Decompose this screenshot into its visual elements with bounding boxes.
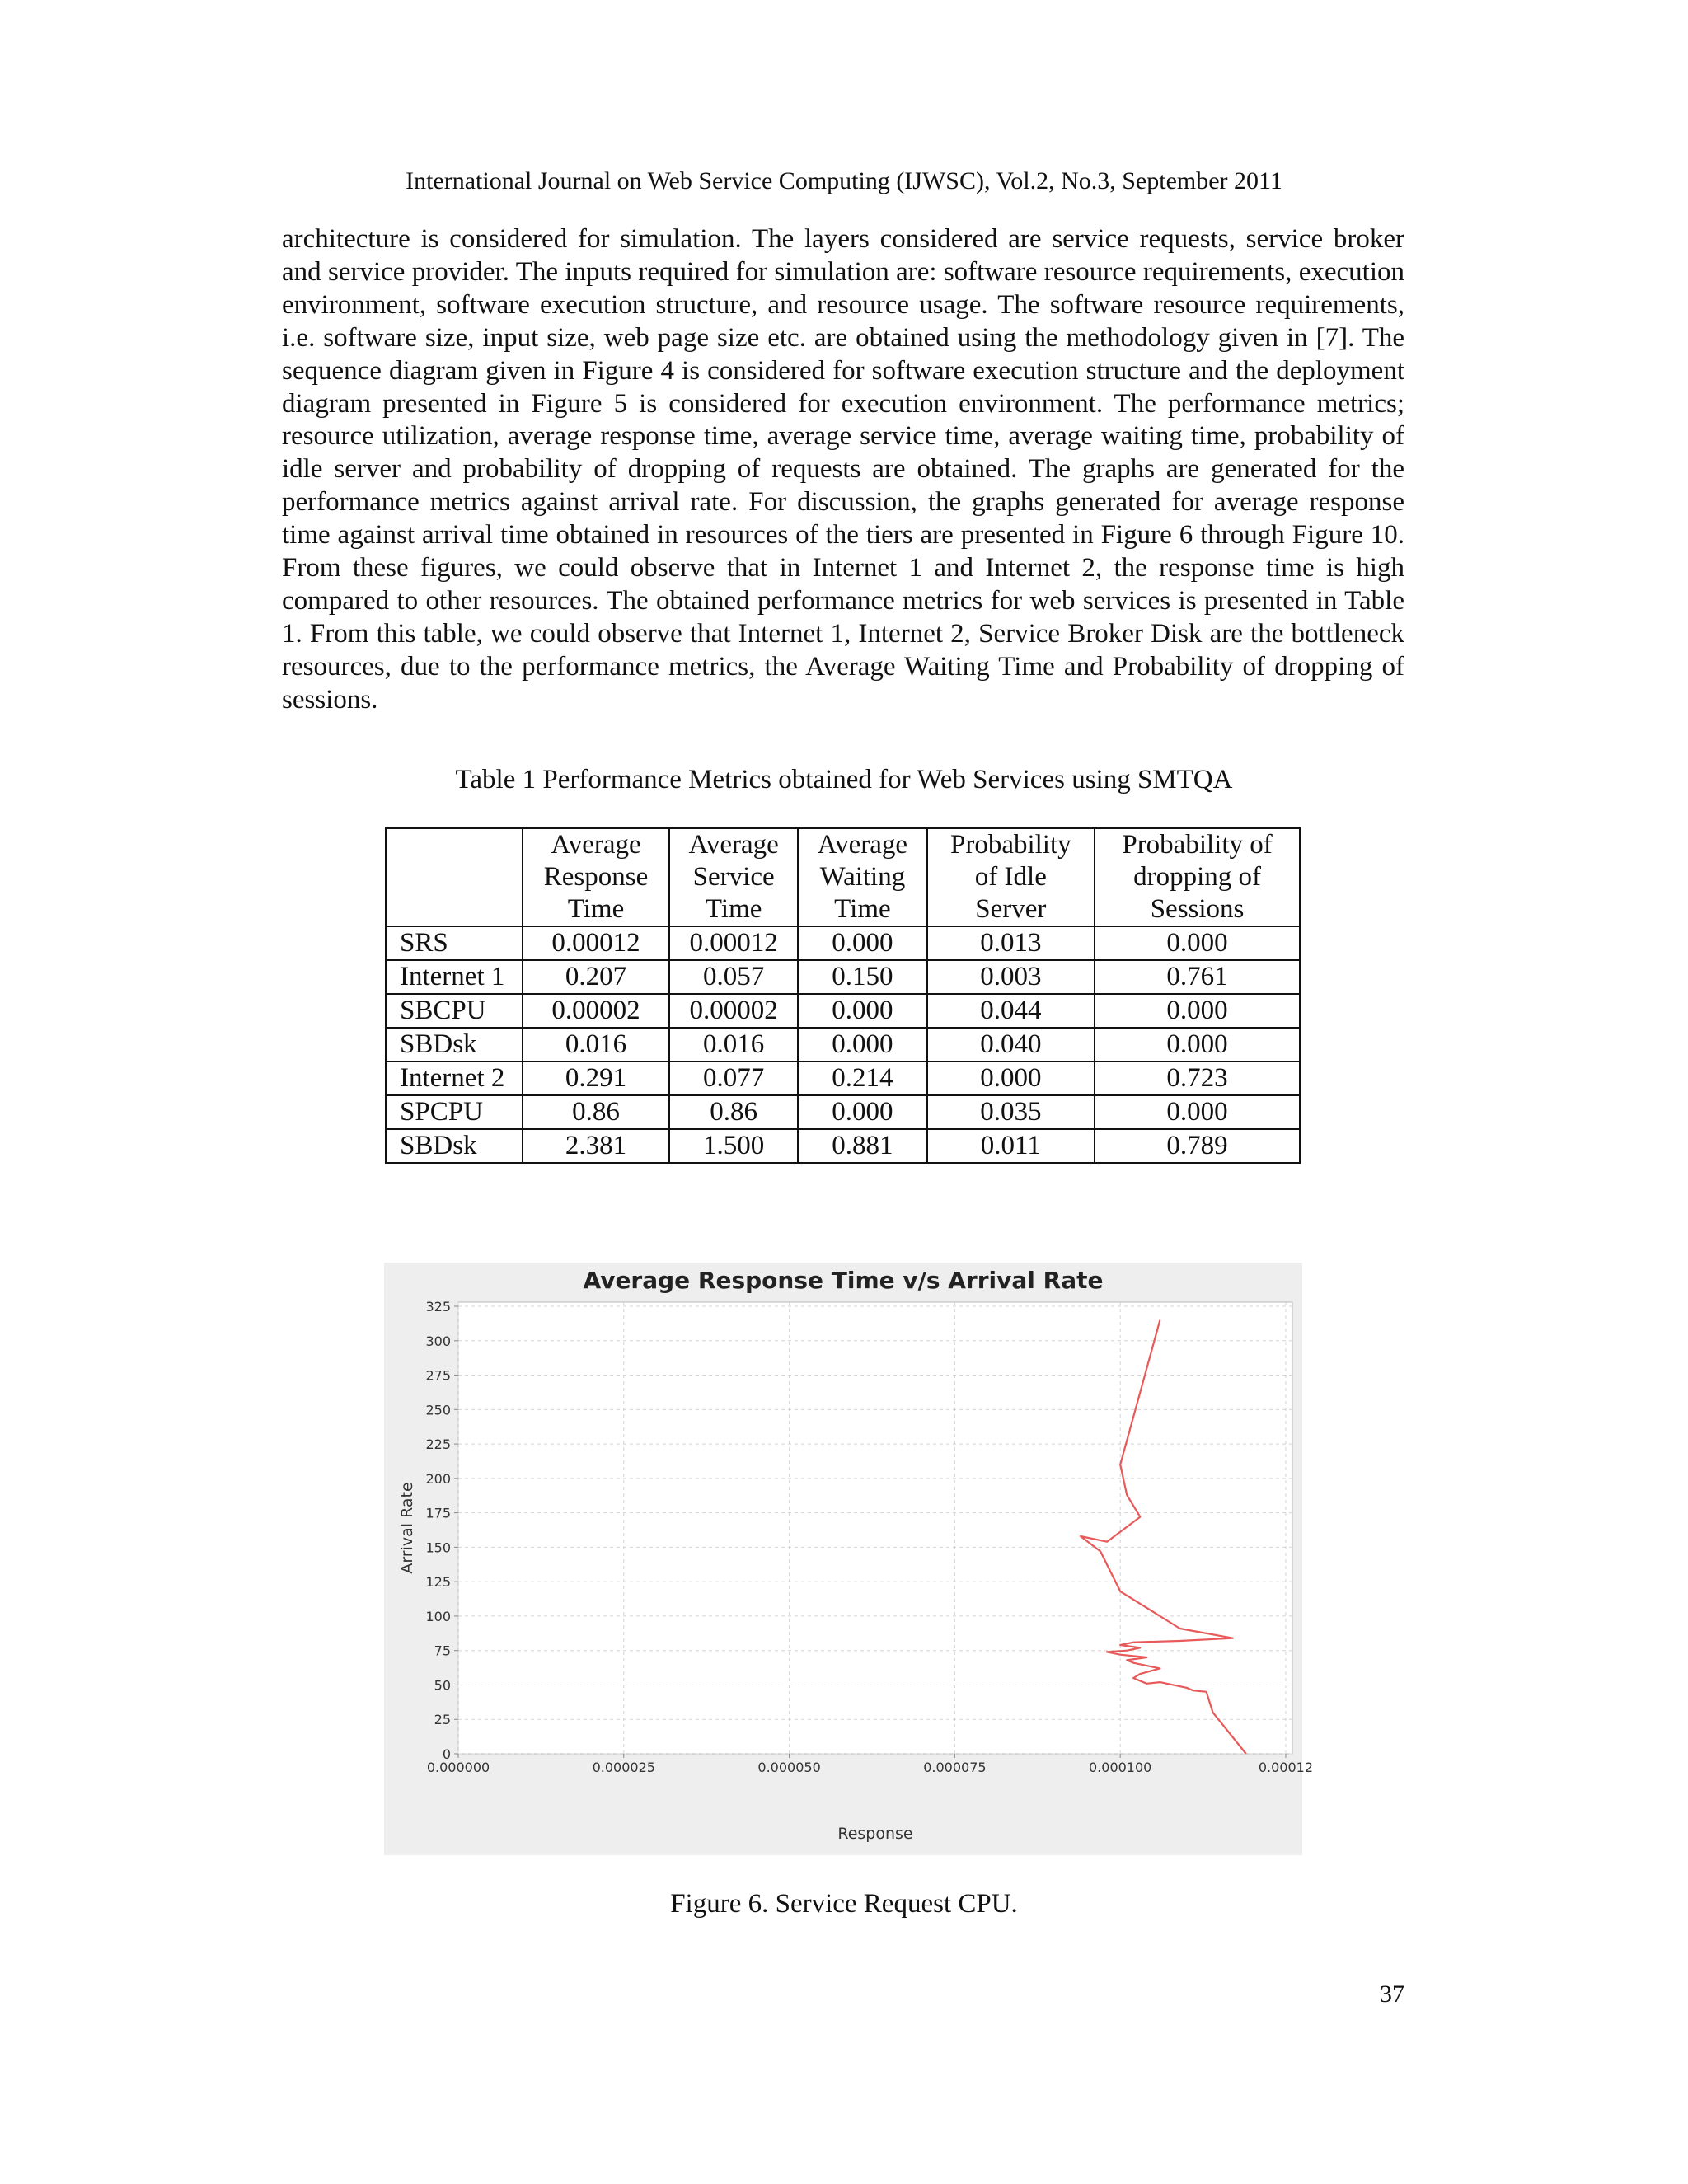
- table-header-empty: [386, 828, 523, 926]
- table-header-prob-idle-server: [927, 828, 1095, 926]
- table-cell: 0.000: [798, 1095, 926, 1129]
- x-tick-label: 0.000075: [923, 1760, 987, 1775]
- table-row: [386, 1129, 1300, 1163]
- body-paragraph: architecture is considered for simulation. The layers considered are service requests, service broker and service provider. The inputs required for simulation are: software resource requirements, execution environment, software execution structure, and resource usage. The software resource requirements, i.e. software size, input size, web page size etc. are obtained using the methodology given in [7]. The sequence diagram given in Figure 4 is considered for software execution structure and the deployment diagram presented in Figure 5 is considered for execution environment. The performance metrics; resource utilization, average response time, average service time, average waiting time, probability of idle server and probability of dropping of requests are obtained. The graphs are generated for the performance metrics against arrival rate. For discussion, the graphs generated for average response time against arrival time obtained in resources of the tiers are presented in Figure 6 through Figure 10. From these figures, we could observe that in Internet 1 and Internet 2, the response time is high compared to other resources. The obtained performance metrics for web services is presented in Table 1. From this table, we could observe that Internet 1, Internet 2, Service Broker Disk are the bottleneck resources, due to the performance metrics, the Average Waiting Time and Probability of dropping of sessions.: [282, 224, 1404, 715]
- header-line: Waiting: [819, 862, 906, 892]
- table-cell: SBDsk: [386, 1129, 523, 1163]
- table-cell: 0.013: [927, 926, 1095, 960]
- table-header-avg-service-time: [669, 828, 798, 926]
- table-cell: 0.000: [1095, 1028, 1300, 1062]
- y-tick-label: 0: [442, 1746, 451, 1762]
- table-cell: 0.00012: [523, 926, 669, 960]
- chart-svg: [384, 1263, 1314, 1855]
- running-header: International Journal on Web Service Computing (IJWSC), Vol.2, No.3, September 2011: [406, 167, 1282, 194]
- table-cell: 0.000: [1095, 994, 1300, 1028]
- table-cell: 0.000: [798, 994, 926, 1028]
- x-tick-label: 0.000025: [592, 1760, 655, 1775]
- header-line: dropping of: [1133, 862, 1261, 892]
- header-line: Sessions: [1150, 894, 1245, 924]
- chart-title: Average Response Time v/s Arrival Rate: [583, 1267, 1104, 1294]
- table-cell: 0.291: [523, 1062, 669, 1095]
- table-cell: 0.057: [669, 960, 798, 994]
- table-cell: 0.000: [798, 1028, 926, 1062]
- header-line: Average: [688, 830, 779, 860]
- table-cell: 0.86: [669, 1095, 798, 1129]
- table-cell: 0.150: [798, 960, 926, 994]
- figure-caption: Figure 6. Service Request CPU.: [670, 1889, 1018, 1919]
- table-cell: 0.000: [927, 1062, 1095, 1095]
- table-cell: 0.000: [1095, 1095, 1300, 1129]
- y-tick-label: 150: [425, 1540, 451, 1556]
- table-header-avg-waiting-time: [798, 828, 926, 926]
- y-tick-label: 225: [425, 1436, 451, 1453]
- table-cell: 0.044: [927, 994, 1095, 1028]
- table-cell: 0.207: [523, 960, 669, 994]
- table-header-avg-response-time: [523, 828, 669, 926]
- table-cell: 0.077: [669, 1062, 798, 1095]
- table-cell: 0.881: [798, 1129, 926, 1163]
- y-tick-label: 100: [425, 1608, 451, 1624]
- table-cell: 0.016: [523, 1028, 669, 1062]
- table-cell: 0.86: [523, 1095, 669, 1129]
- y-tick-label: 25: [434, 1712, 451, 1728]
- table-cell: 0.214: [798, 1062, 926, 1095]
- y-tick-label: 250: [425, 1402, 451, 1418]
- table-cell: SBDsk: [386, 1028, 523, 1062]
- page-number: 37: [1380, 1980, 1404, 2008]
- y-tick-label: 125: [425, 1574, 451, 1591]
- header-line: Average: [551, 830, 641, 860]
- table-cell: Internet 1: [386, 960, 523, 994]
- table-cell: Internet 2: [386, 1062, 523, 1095]
- header-line: Probability of: [1122, 830, 1273, 860]
- table-cell: 0.011: [927, 1129, 1095, 1163]
- table-cell: 1.500: [669, 1129, 798, 1163]
- table-header-prob-dropping: [1095, 828, 1300, 926]
- header-line: Average: [817, 830, 908, 860]
- header-line: Server: [975, 894, 1047, 924]
- header-line: of Idle: [974, 862, 1047, 892]
- y-tick-label: 175: [425, 1505, 451, 1521]
- table-cell: SRS: [386, 926, 523, 960]
- table-row: [386, 994, 1300, 1028]
- table-caption: Table 1 Performance Metrics obtained for Web Services using SMTQA: [455, 765, 1233, 794]
- performance-metrics-table: [385, 827, 1301, 1164]
- x-tick-label: 0.000050: [757, 1760, 821, 1775]
- table-row: [386, 926, 1300, 960]
- table-row: [386, 1095, 1300, 1129]
- header-line: Time: [834, 894, 891, 924]
- table-cell: 0.00002: [669, 994, 798, 1028]
- table-cell: 0.016: [669, 1028, 798, 1062]
- table-cell: 0.00002: [523, 994, 669, 1028]
- table-cell: 0.761: [1095, 960, 1300, 994]
- x-tick-label: 0.000100: [1089, 1760, 1152, 1775]
- y-tick-label: 200: [425, 1470, 451, 1487]
- table-cell: 0.003: [927, 960, 1095, 994]
- table-row: [386, 960, 1300, 994]
- table-row: [386, 1028, 1300, 1062]
- table-cell: 0.000: [798, 926, 926, 960]
- table-cell: 0.789: [1095, 1129, 1300, 1163]
- header-line: Time: [705, 894, 762, 924]
- table-cell: 2.381: [523, 1129, 669, 1163]
- header-line: Time: [567, 894, 625, 924]
- table-row: [386, 1062, 1300, 1095]
- plot-area: [458, 1302, 1292, 1754]
- x-tick-label: 0.00012: [1258, 1760, 1314, 1775]
- table-cell: 0.000: [1095, 926, 1300, 960]
- y-axis-label: Arrival Rate: [398, 1482, 416, 1574]
- table-header-row: [386, 828, 1300, 926]
- y-tick-label: 275: [425, 1367, 451, 1384]
- header-line: Probability: [950, 830, 1071, 860]
- x-axis-label: Response: [837, 1825, 913, 1843]
- table-cell: 0.723: [1095, 1062, 1300, 1095]
- table-cell: 0.00012: [669, 926, 798, 960]
- table-cell: SBCPU: [386, 994, 523, 1028]
- table-cell: SPCPU: [386, 1095, 523, 1129]
- y-tick-label: 300: [425, 1333, 451, 1349]
- y-tick-label: 325: [425, 1299, 451, 1315]
- y-tick-label: 75: [434, 1643, 451, 1659]
- header-line: Response: [543, 862, 649, 892]
- x-tick-label: 0.000000: [426, 1760, 490, 1775]
- table-cell: 0.035: [927, 1095, 1095, 1129]
- y-tick-label: 50: [434, 1677, 451, 1694]
- table-cell: 0.040: [927, 1028, 1095, 1062]
- header-line: Service: [692, 862, 775, 892]
- response-time-chart: [384, 1263, 1314, 1855]
